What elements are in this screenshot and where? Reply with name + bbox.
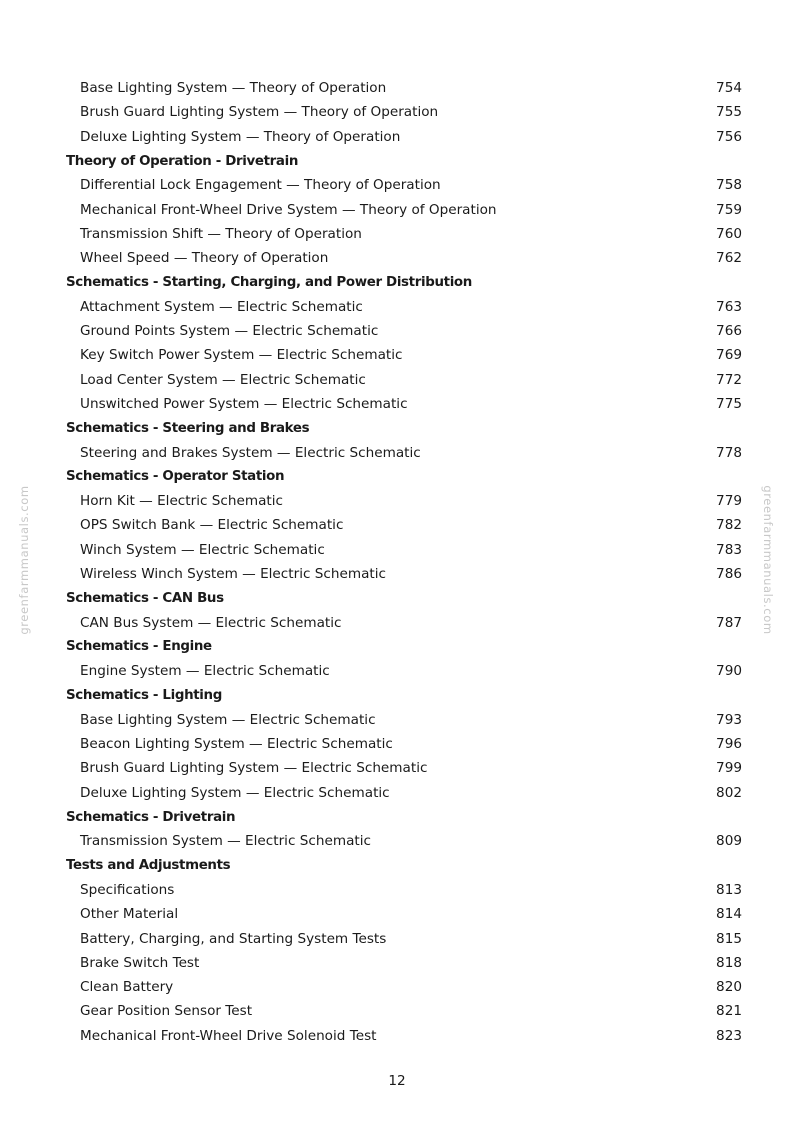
toc-entry[interactable] xyxy=(66,368,742,392)
watermark-left: greenfarmmanuals.com xyxy=(17,485,31,635)
toc-section-heading xyxy=(66,416,742,440)
toc-entry-title: Attachment System — Electric Schematic xyxy=(80,298,363,315)
toc-entry[interactable] xyxy=(66,538,742,562)
toc-entry[interactable] xyxy=(66,343,742,367)
toc-entry[interactable] xyxy=(66,926,742,950)
toc-page-number: 813 xyxy=(716,881,742,898)
toc-section-heading xyxy=(66,270,742,294)
toc-entry[interactable] xyxy=(66,708,742,732)
toc-entry[interactable] xyxy=(66,611,742,635)
watermark-right: greenfarmmanuals.com xyxy=(761,485,775,635)
toc-entry[interactable] xyxy=(66,732,742,756)
toc-section-heading xyxy=(66,149,742,173)
toc-entry[interactable] xyxy=(66,440,742,464)
toc-entry[interactable] xyxy=(66,489,742,513)
toc-entry[interactable] xyxy=(66,951,742,975)
toc-entry-title: Deluxe Lighting System — Electric Schematic xyxy=(80,784,390,801)
toc-entry[interactable] xyxy=(66,756,742,780)
toc-entry-title: Ground Points System — Electric Schematic xyxy=(80,323,379,340)
toc-entry-title: Load Center System — Electric Schematic xyxy=(80,371,366,388)
toc-page-number: 778 xyxy=(716,444,742,461)
toc-entry[interactable] xyxy=(66,1024,742,1048)
toc-entry-title: Specifications xyxy=(80,881,175,898)
toc-page-number: 755 xyxy=(716,104,742,121)
toc-entry[interactable] xyxy=(66,125,742,149)
toc-heading-title: Schematics - Steering and Brakes xyxy=(66,420,310,436)
toc-entry-title: OPS Switch Bank — Electric Schematic xyxy=(80,517,344,534)
toc-page-number: 815 xyxy=(716,930,742,947)
toc-entry[interactable] xyxy=(66,222,742,246)
toc-entry-title: Gear Position Sensor Test xyxy=(80,1003,253,1020)
toc-entry[interactable] xyxy=(66,246,742,270)
toc-heading-title: Schematics - Operator Station xyxy=(66,469,285,485)
toc-page-number: 756 xyxy=(716,128,742,145)
toc-entry-title: Transmission Shift — Theory of Operation xyxy=(80,225,362,242)
toc-entry-title: Steering and Brakes System — Electric Schematic xyxy=(80,444,421,461)
toc-entry-title: Horn Kit — Electric Schematic xyxy=(80,493,284,510)
toc-page-number: 809 xyxy=(716,833,742,850)
toc-entry-title: Engine System — Electric Schematic xyxy=(80,663,330,680)
toc-entry[interactable] xyxy=(66,197,742,221)
toc-page-number: 758 xyxy=(716,177,742,194)
toc-section-heading xyxy=(66,586,742,610)
toc-page-number: 763 xyxy=(716,298,742,315)
toc-page-number: 769 xyxy=(716,347,742,364)
toc-page-number: 796 xyxy=(716,736,742,753)
toc-entry[interactable] xyxy=(66,975,742,999)
toc-entry-title: Base Lighting System — Theory of Operation xyxy=(80,80,387,97)
toc-heading-title: Theory of Operation - Drivetrain xyxy=(66,153,299,169)
toc-page-number: 793 xyxy=(716,711,742,728)
toc-entry[interactable] xyxy=(66,878,742,902)
toc-entry-title: Mechanical Front-Wheel Drive Solenoid Test xyxy=(80,1027,377,1044)
toc-entry[interactable] xyxy=(66,829,742,853)
toc-entry-title: Mechanical Front-Wheel Drive System — Theory of Operation xyxy=(80,201,497,218)
toc-entry[interactable] xyxy=(66,513,742,537)
toc-heading-title: Schematics - Engine xyxy=(66,639,212,655)
toc-page-number: 772 xyxy=(716,371,742,388)
toc-page-number: 783 xyxy=(716,541,742,558)
toc-entry-title: Base Lighting System — Electric Schematic xyxy=(80,711,376,728)
toc-page-number: 821 xyxy=(716,1003,742,1020)
toc-section-heading xyxy=(66,683,742,707)
toc-page-number: 760 xyxy=(716,225,742,242)
toc-entry[interactable] xyxy=(66,392,742,416)
toc-entry-title: Winch System — Electric Schematic xyxy=(80,541,325,558)
toc-entry[interactable] xyxy=(66,902,742,926)
toc-section-heading xyxy=(66,854,742,878)
toc-section-heading xyxy=(66,635,742,659)
toc-page-number: 759 xyxy=(716,201,742,218)
toc-section-heading xyxy=(66,805,742,829)
toc-entry[interactable] xyxy=(66,173,742,197)
toc-entry-title: Wheel Speed — Theory of Operation xyxy=(80,250,329,267)
toc-page-number: 782 xyxy=(716,517,742,534)
toc-entry-title: Differential Lock Engagement — Theory of Operation xyxy=(80,177,441,194)
toc-heading-title: Schematics - CAN Bus xyxy=(66,590,224,606)
toc-page-number: 820 xyxy=(716,979,742,996)
toc-entry-title: Transmission System — Electric Schematic xyxy=(80,833,371,850)
toc-page-number: 818 xyxy=(716,954,742,971)
toc-entry[interactable] xyxy=(66,100,742,124)
table-of-contents xyxy=(66,76,742,1048)
toc-page-number: 799 xyxy=(716,760,742,777)
toc-page-number: 814 xyxy=(716,906,742,923)
toc-entry[interactable] xyxy=(66,999,742,1023)
toc-entry-title: Beacon Lighting System — Electric Schematic xyxy=(80,736,393,753)
toc-entry-title: Brush Guard Lighting System — Electric Schematic xyxy=(80,760,428,777)
toc-page-number: 786 xyxy=(716,566,742,583)
toc-page-number: 762 xyxy=(716,250,742,267)
toc-entry-title: Key Switch Power System — Electric Schematic xyxy=(80,347,403,364)
toc-entry[interactable] xyxy=(66,319,742,343)
toc-entry-title: Unswitched Power System — Electric Schematic xyxy=(80,396,408,412)
toc-entry-title: Brake Switch Test xyxy=(80,954,200,971)
toc-entry[interactable] xyxy=(66,562,742,586)
toc-page-number: 775 xyxy=(716,396,742,412)
toc-entry-title: Brush Guard Lighting System — Theory of Operation xyxy=(80,104,439,121)
toc-page-number: 779 xyxy=(716,493,742,510)
toc-entry[interactable] xyxy=(66,659,742,683)
toc-entry-title: Clean Battery xyxy=(80,979,174,996)
toc-entry-title: Battery, Charging, and Starting System Tests xyxy=(80,930,387,947)
toc-heading-title: Schematics - Starting, Charging, and Power Distribution xyxy=(66,275,472,291)
toc-page-number: 802 xyxy=(716,784,742,801)
toc-entry[interactable] xyxy=(66,76,742,100)
toc-page-number: 787 xyxy=(716,614,742,631)
toc-entry[interactable] xyxy=(66,781,742,805)
toc-page-number: 823 xyxy=(716,1027,742,1044)
toc-entry[interactable] xyxy=(66,295,742,319)
toc-entry-title: CAN Bus System — Electric Schematic xyxy=(80,614,342,631)
toc-entry-title: Wireless Winch System — Electric Schematic xyxy=(80,566,386,583)
toc-heading-title: Schematics - Lighting xyxy=(66,688,222,704)
toc-entry-title: Deluxe Lighting System — Theory of Operation xyxy=(80,128,401,145)
toc-heading-title: Schematics - Drivetrain xyxy=(66,809,236,825)
toc-entry-title: Other Material xyxy=(80,906,179,923)
toc-heading-title: Tests and Adjustments xyxy=(66,858,231,874)
toc-page-number: 766 xyxy=(716,323,742,340)
page-number: 12 xyxy=(388,1073,406,1089)
toc-page-number: 790 xyxy=(716,663,742,680)
toc-page-number: 754 xyxy=(716,80,742,97)
toc-section-heading xyxy=(66,465,742,489)
